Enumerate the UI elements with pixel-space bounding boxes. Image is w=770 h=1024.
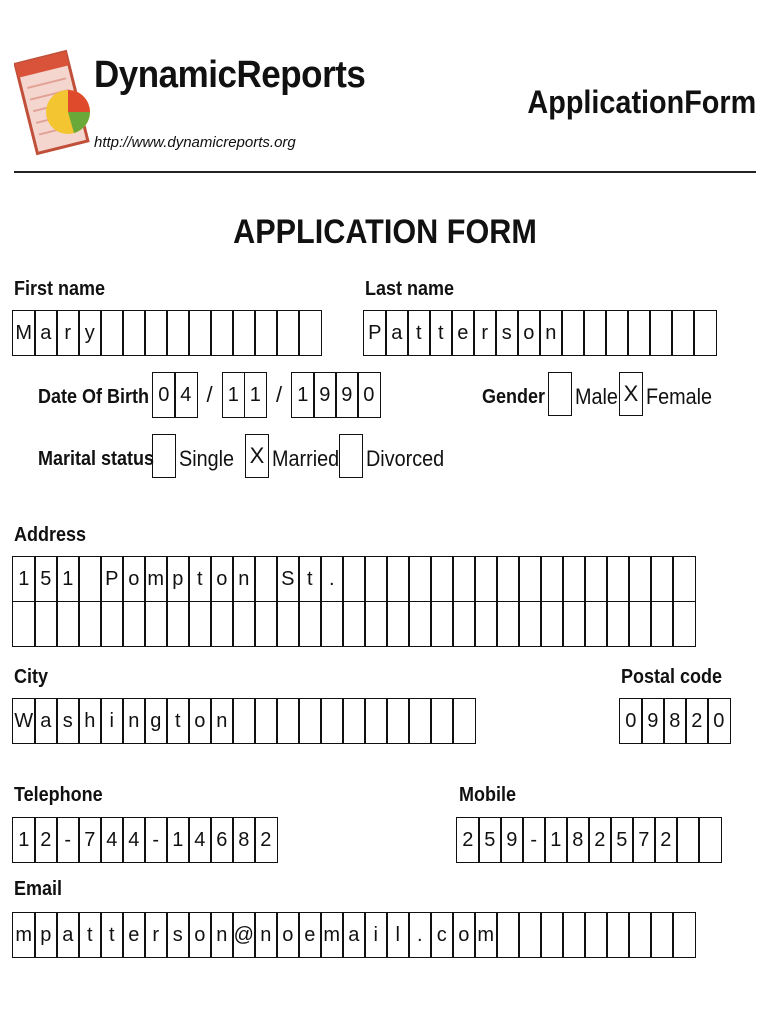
char-cell[interactable]: o bbox=[210, 556, 234, 602]
char-cell[interactable] bbox=[496, 601, 520, 647]
char-cell[interactable] bbox=[584, 912, 608, 958]
marital-married-label: Married bbox=[272, 446, 340, 471]
form-title: APPLICATION FORM bbox=[233, 213, 537, 251]
char-cell[interactable] bbox=[430, 601, 454, 647]
gender-label: Gender bbox=[482, 386, 546, 408]
char-cell[interactable] bbox=[628, 601, 652, 647]
char-cell[interactable]: r bbox=[56, 310, 80, 356]
char-cell[interactable]: . bbox=[320, 556, 344, 602]
char-cell[interactable] bbox=[650, 556, 674, 602]
char-cell[interactable]: n bbox=[254, 912, 278, 958]
char-cell[interactable]: 0 bbox=[619, 698, 643, 744]
char-cell[interactable]: s bbox=[166, 912, 190, 958]
char-cell[interactable] bbox=[474, 556, 498, 602]
marital-single-checkbox[interactable] bbox=[152, 434, 176, 478]
char-cell[interactable] bbox=[210, 601, 234, 647]
address-line2-field[interactable] bbox=[12, 601, 696, 647]
char-cell[interactable]: 2 bbox=[685, 698, 709, 744]
char-cell[interactable] bbox=[676, 817, 700, 863]
char-cell[interactable]: 0 bbox=[707, 698, 731, 744]
char-cell[interactable]: 2 bbox=[254, 817, 278, 863]
marital-divorced-checkbox[interactable] bbox=[339, 434, 363, 478]
char-cell[interactable]: e bbox=[298, 912, 322, 958]
char-cell[interactable]: s bbox=[495, 310, 519, 356]
char-cell[interactable] bbox=[320, 601, 344, 647]
char-cell[interactable]: o bbox=[517, 310, 541, 356]
char-cell[interactable]: t bbox=[100, 912, 124, 958]
char-cell[interactable] bbox=[232, 698, 256, 744]
char-cell[interactable]: 9 bbox=[313, 372, 337, 418]
brand-name: DynamicReports bbox=[94, 54, 366, 96]
dob-label: Date Of Birth bbox=[38, 386, 150, 408]
char-cell[interactable] bbox=[408, 556, 432, 602]
char-cell[interactable]: l bbox=[386, 912, 410, 958]
char-cell[interactable] bbox=[698, 817, 722, 863]
char-cell[interactable] bbox=[650, 601, 674, 647]
char-cell[interactable] bbox=[452, 556, 476, 602]
char-cell[interactable]: 1 bbox=[291, 372, 315, 418]
char-cell[interactable] bbox=[254, 698, 278, 744]
char-cell[interactable] bbox=[672, 601, 696, 647]
char-cell[interactable] bbox=[364, 556, 388, 602]
char-cell[interactable] bbox=[562, 556, 586, 602]
dob-day-field[interactable] bbox=[152, 372, 198, 418]
char-cell[interactable] bbox=[430, 556, 454, 602]
dob-separator: / bbox=[275, 382, 283, 407]
char-cell[interactable]: 2 bbox=[654, 817, 678, 863]
char-cell[interactable]: n bbox=[210, 912, 234, 958]
char-cell[interactable]: - bbox=[144, 817, 168, 863]
char-cell[interactable] bbox=[583, 310, 607, 356]
char-cell[interactable]: 5 bbox=[34, 556, 58, 602]
mobile-label: Mobile bbox=[459, 784, 517, 806]
gender-male-label: Male bbox=[575, 384, 618, 409]
char-cell[interactable] bbox=[188, 310, 212, 356]
char-cell[interactable] bbox=[364, 698, 388, 744]
char-cell[interactable] bbox=[671, 310, 695, 356]
char-cell[interactable]: a bbox=[385, 310, 409, 356]
char-cell[interactable]: a bbox=[56, 912, 80, 958]
char-cell[interactable]: t bbox=[429, 310, 453, 356]
char-cell[interactable]: 8 bbox=[663, 698, 687, 744]
char-cell[interactable]: 7 bbox=[632, 817, 656, 863]
first-name-field[interactable] bbox=[12, 310, 322, 356]
char-cell[interactable]: n bbox=[210, 698, 234, 744]
char-cell[interactable]: o bbox=[452, 912, 476, 958]
char-cell[interactable]: r bbox=[144, 912, 168, 958]
char-cell[interactable] bbox=[122, 310, 146, 356]
char-cell[interactable]: - bbox=[56, 817, 80, 863]
char-cell[interactable]: m bbox=[320, 912, 344, 958]
char-cell[interactable] bbox=[606, 912, 630, 958]
char-cell[interactable]: . bbox=[408, 912, 432, 958]
char-cell[interactable]: 4 bbox=[174, 372, 198, 418]
char-cell[interactable] bbox=[188, 601, 212, 647]
char-cell[interactable] bbox=[518, 556, 542, 602]
marital-divorced-label: Divorced bbox=[366, 446, 445, 471]
char-cell[interactable]: t bbox=[188, 556, 212, 602]
char-cell[interactable] bbox=[364, 601, 388, 647]
char-cell[interactable]: 1 bbox=[12, 556, 36, 602]
char-cell[interactable]: 4 bbox=[188, 817, 212, 863]
gender-female-checkbox[interactable]: X bbox=[619, 372, 643, 416]
char-cell[interactable]: t bbox=[298, 556, 322, 602]
char-cell[interactable] bbox=[166, 601, 190, 647]
address-line1-field[interactable] bbox=[12, 556, 696, 602]
email-field[interactable] bbox=[12, 912, 696, 958]
marital-married-checkbox[interactable]: X bbox=[245, 434, 269, 478]
char-cell[interactable]: @ bbox=[232, 912, 256, 958]
char-cell[interactable] bbox=[540, 556, 564, 602]
char-cell[interactable]: o bbox=[188, 698, 212, 744]
char-cell[interactable]: 4 bbox=[100, 817, 124, 863]
char-cell[interactable] bbox=[693, 310, 717, 356]
char-cell[interactable]: i bbox=[364, 912, 388, 958]
brand-url[interactable]: http://www.dynamicreports.org bbox=[94, 134, 296, 151]
char-cell[interactable]: 2 bbox=[588, 817, 612, 863]
document-title: ApplicationForm bbox=[527, 84, 756, 120]
char-cell[interactable] bbox=[122, 601, 146, 647]
first-name-label: First name bbox=[14, 278, 106, 300]
char-cell[interactable] bbox=[100, 601, 124, 647]
char-cell[interactable] bbox=[649, 310, 673, 356]
char-cell[interactable]: t bbox=[166, 698, 190, 744]
char-cell[interactable] bbox=[584, 556, 608, 602]
char-cell[interactable]: 1 bbox=[544, 817, 568, 863]
char-cell[interactable]: 1 bbox=[222, 372, 246, 418]
char-cell[interactable]: 5 bbox=[610, 817, 634, 863]
char-cell[interactable]: i bbox=[100, 698, 124, 744]
gender-male-checkbox[interactable] bbox=[548, 372, 572, 416]
char-cell[interactable]: 0 bbox=[152, 372, 176, 418]
char-cell[interactable]: P bbox=[100, 556, 124, 602]
char-cell[interactable]: 9 bbox=[641, 698, 665, 744]
char-cell[interactable]: r bbox=[473, 310, 497, 356]
char-cell[interactable]: 1 bbox=[12, 817, 36, 863]
char-cell[interactable]: 4 bbox=[122, 817, 146, 863]
char-cell[interactable] bbox=[672, 912, 696, 958]
char-cell[interactable] bbox=[12, 601, 36, 647]
char-cell[interactable]: n bbox=[122, 698, 146, 744]
char-cell[interactable]: g bbox=[144, 698, 168, 744]
char-cell[interactable] bbox=[408, 698, 432, 744]
char-cell[interactable]: - bbox=[522, 817, 546, 863]
char-cell[interactable] bbox=[386, 556, 410, 602]
dob-separator: / bbox=[206, 382, 213, 407]
char-cell[interactable] bbox=[628, 912, 652, 958]
marital-status-label: Marital status bbox=[38, 448, 155, 470]
last-name-label: Last name bbox=[365, 278, 455, 300]
char-cell[interactable] bbox=[672, 556, 696, 602]
char-cell[interactable] bbox=[276, 601, 300, 647]
email-label: Email bbox=[14, 878, 63, 900]
last-name-field[interactable] bbox=[363, 310, 717, 356]
char-cell[interactable] bbox=[144, 601, 168, 647]
char-cell[interactable]: P bbox=[363, 310, 387, 356]
char-cell[interactable] bbox=[452, 698, 476, 744]
char-cell[interactable] bbox=[562, 912, 586, 958]
char-cell[interactable]: s bbox=[56, 698, 80, 744]
char-cell[interactable] bbox=[408, 601, 432, 647]
char-cell[interactable]: m bbox=[12, 912, 36, 958]
char-cell[interactable] bbox=[166, 310, 190, 356]
marital-single-label: Single bbox=[179, 446, 235, 471]
char-cell[interactable]: h bbox=[78, 698, 102, 744]
char-cell[interactable] bbox=[496, 556, 520, 602]
char-cell[interactable] bbox=[496, 912, 520, 958]
char-cell[interactable] bbox=[276, 698, 300, 744]
gender-female-label: Female bbox=[646, 384, 713, 409]
char-cell[interactable] bbox=[584, 601, 608, 647]
char-cell[interactable]: a bbox=[342, 912, 366, 958]
char-cell[interactable] bbox=[562, 601, 586, 647]
char-cell[interactable] bbox=[342, 556, 366, 602]
char-cell[interactable] bbox=[540, 601, 564, 647]
char-cell[interactable]: m bbox=[474, 912, 498, 958]
address-label: Address bbox=[14, 524, 87, 546]
char-cell[interactable]: 6 bbox=[210, 817, 234, 863]
dob-month-field[interactable] bbox=[222, 372, 268, 418]
char-cell[interactable] bbox=[342, 601, 366, 647]
char-cell[interactable]: 5 bbox=[478, 817, 502, 863]
char-cell[interactable]: 2 bbox=[34, 817, 58, 863]
char-cell[interactable] bbox=[650, 912, 674, 958]
char-cell[interactable]: 1 bbox=[166, 817, 190, 863]
char-cell[interactable] bbox=[386, 601, 410, 647]
char-cell[interactable] bbox=[342, 698, 366, 744]
char-cell[interactable]: a bbox=[34, 698, 58, 744]
char-cell[interactable]: 2 bbox=[456, 817, 480, 863]
dynamicreports-logo-icon bbox=[14, 34, 92, 158]
char-cell[interactable]: 7 bbox=[78, 817, 102, 863]
char-cell[interactable]: 9 bbox=[500, 817, 524, 863]
postal-code-label: Postal code bbox=[621, 666, 723, 688]
char-cell[interactable]: n bbox=[232, 556, 256, 602]
telephone-field[interactable] bbox=[12, 817, 278, 863]
char-cell[interactable] bbox=[628, 556, 652, 602]
char-cell[interactable]: 8 bbox=[566, 817, 590, 863]
char-cell[interactable]: t bbox=[407, 310, 431, 356]
char-cell[interactable] bbox=[210, 310, 234, 356]
char-cell[interactable]: e bbox=[451, 310, 475, 356]
char-cell[interactable] bbox=[100, 310, 124, 356]
char-cell[interactable] bbox=[298, 698, 322, 744]
char-cell[interactable] bbox=[605, 310, 629, 356]
char-cell[interactable] bbox=[561, 310, 585, 356]
char-cell[interactable] bbox=[540, 912, 564, 958]
char-cell[interactable] bbox=[144, 310, 168, 356]
char-cell[interactable]: W bbox=[12, 698, 36, 744]
char-cell[interactable] bbox=[276, 310, 300, 356]
char-cell[interactable] bbox=[78, 601, 102, 647]
char-cell[interactable] bbox=[518, 601, 542, 647]
char-cell[interactable] bbox=[320, 698, 344, 744]
char-cell[interactable] bbox=[232, 310, 256, 356]
char-cell[interactable]: 9 bbox=[335, 372, 359, 418]
char-cell[interactable]: 8 bbox=[232, 817, 256, 863]
char-cell[interactable] bbox=[452, 601, 476, 647]
postal-code-field[interactable] bbox=[619, 698, 731, 744]
char-cell[interactable]: p bbox=[166, 556, 190, 602]
char-cell[interactable] bbox=[298, 601, 322, 647]
dob-year-field[interactable] bbox=[291, 372, 381, 418]
char-cell[interactable] bbox=[34, 601, 58, 647]
char-cell[interactable]: 1 bbox=[56, 556, 80, 602]
char-cell[interactable]: o bbox=[188, 912, 212, 958]
char-cell[interactable] bbox=[474, 601, 498, 647]
telephone-label: Telephone bbox=[14, 784, 103, 806]
char-cell[interactable] bbox=[606, 601, 630, 647]
char-cell[interactable] bbox=[386, 698, 410, 744]
char-cell[interactable] bbox=[232, 601, 256, 647]
char-cell[interactable]: m bbox=[144, 556, 168, 602]
char-cell[interactable]: n bbox=[539, 310, 563, 356]
header-divider bbox=[14, 171, 756, 173]
city-field[interactable] bbox=[12, 698, 476, 744]
char-cell[interactable] bbox=[254, 310, 278, 356]
char-cell[interactable] bbox=[254, 556, 278, 602]
char-cell[interactable]: M bbox=[12, 310, 36, 356]
char-cell[interactable]: a bbox=[34, 310, 58, 356]
char-cell[interactable]: t bbox=[78, 912, 102, 958]
char-cell[interactable]: 0 bbox=[357, 372, 381, 418]
char-cell[interactable] bbox=[78, 556, 102, 602]
city-label: City bbox=[14, 666, 49, 688]
dob-field[interactable] bbox=[152, 372, 381, 418]
char-cell[interactable] bbox=[298, 310, 322, 356]
char-cell[interactable]: y bbox=[78, 310, 102, 356]
char-cell[interactable]: S bbox=[276, 556, 300, 602]
char-cell[interactable] bbox=[56, 601, 80, 647]
char-cell[interactable] bbox=[627, 310, 651, 356]
char-cell[interactable] bbox=[254, 601, 278, 647]
char-cell[interactable]: c bbox=[430, 912, 454, 958]
char-cell[interactable]: p bbox=[34, 912, 58, 958]
char-cell[interactable]: o bbox=[276, 912, 300, 958]
char-cell[interactable] bbox=[606, 556, 630, 602]
char-cell[interactable]: e bbox=[122, 912, 146, 958]
char-cell[interactable]: 1 bbox=[244, 372, 268, 418]
char-cell[interactable]: o bbox=[122, 556, 146, 602]
char-cell[interactable] bbox=[518, 912, 542, 958]
char-cell[interactable] bbox=[430, 698, 454, 744]
mobile-field[interactable] bbox=[456, 817, 722, 863]
